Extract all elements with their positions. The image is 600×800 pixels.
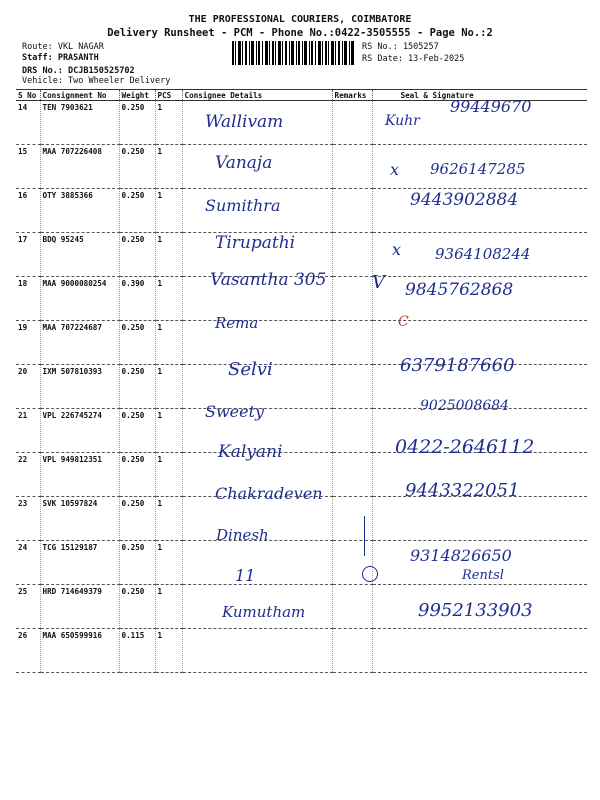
handwritten-consignee: Kalyani (218, 442, 283, 462)
handwritten-signature: 9845762868 (405, 280, 514, 300)
rs-number: RS No.: 1505257 (362, 42, 439, 52)
cell-sno: 20 (16, 365, 40, 409)
cell-signature (372, 629, 587, 673)
handwritten-consignee: Wallivam (205, 112, 284, 132)
cell-sno: 15 (16, 145, 40, 189)
cell-weight: 0.250 (119, 321, 155, 365)
handwritten-signature: 99449670 (450, 97, 532, 116)
cell-consignment: MAA 650599916 (40, 629, 119, 673)
cell-weight: 0.250 (119, 453, 155, 497)
cell-pcs: 1 (155, 145, 182, 189)
signature-scribble: x (392, 240, 402, 259)
document-subtitle: Delivery Runsheet - PCM - Phone No.:0422-3505555 - Page No.:2 (107, 27, 493, 39)
cell-consignment: TCG 15129187 (40, 541, 119, 585)
barcode (232, 41, 354, 65)
cell-weight: 0.250 (119, 409, 155, 453)
cell-consignment: TEN 7903621 (40, 101, 119, 145)
handwritten-consignee: Dinesh (216, 526, 269, 544)
handwritten-consignee: Sumithra (205, 196, 281, 215)
cell-consignment: IXM 507810393 (40, 365, 119, 409)
cell-sno: 25 (16, 585, 40, 629)
cell-remarks (332, 629, 372, 673)
table-row (16, 629, 587, 673)
handwritten-signature: 9443902884 (410, 190, 519, 210)
cell-pcs: 1 (155, 233, 182, 277)
cell-pcs: 1 (155, 541, 182, 585)
cell-pcs: 1 (155, 277, 182, 321)
handwritten-consignee: 11 (235, 566, 256, 585)
col-consignee: Consignee Details (182, 90, 332, 101)
cell-weight: 0.250 (119, 497, 155, 541)
handwritten-consignee: Vasantha 305 (210, 270, 327, 290)
handwritten-signature: 9314826650 (410, 546, 512, 565)
cell-remarks (332, 585, 372, 629)
document-title: THE PROFESSIONAL COURIERS, COIMBATORE (188, 14, 412, 25)
cell-sno: 17 (16, 233, 40, 277)
cell-consignee (182, 629, 332, 673)
remarks-mark (364, 516, 365, 556)
cell-signature (372, 497, 587, 541)
cell-consignment: OTY 3885366 (40, 189, 119, 233)
cell-sno: 23 (16, 497, 40, 541)
col-signature: Seal & Signature (372, 90, 587, 101)
col-weight: Weight (119, 90, 155, 101)
handwritten-consignee: Kumutham (222, 603, 306, 621)
cell-consignee (182, 541, 332, 585)
cell-weight: 0.250 (119, 101, 155, 145)
cell-remarks (332, 189, 372, 233)
vehicle-label: Vehicle: Two Wheeler Delivery (22, 76, 171, 86)
signature-scribble: V (372, 272, 385, 293)
cell-remarks (332, 453, 372, 497)
cell-weight: 0.250 (119, 585, 155, 629)
cell-consignment: BDQ 95245 (40, 233, 119, 277)
cell-weight: 0.250 (119, 189, 155, 233)
cell-sno: 16 (16, 189, 40, 233)
staff-label: Staff: PRASANTH (22, 53, 99, 63)
signature-mark: C (398, 314, 409, 330)
signature-scribble: Kuhr (385, 113, 420, 129)
col-remarks: Remarks (332, 90, 372, 101)
handwritten-consignee: Selvi (228, 359, 273, 380)
cell-remarks (332, 365, 372, 409)
cell-consignment: MAA 707224687 (40, 321, 119, 365)
col-pcs: PCS (155, 90, 182, 101)
cell-pcs: 1 (155, 189, 182, 233)
cell-pcs: 1 (155, 585, 182, 629)
cell-sno: 24 (16, 541, 40, 585)
cell-consignment: VPL 226745274 (40, 409, 119, 453)
handwritten-consignee: Vanaja (215, 153, 273, 173)
cell-sno: 21 (16, 409, 40, 453)
handwritten-consignee: Sweety (205, 402, 265, 421)
cell-remarks (332, 277, 372, 321)
cell-sno: 18 (16, 277, 40, 321)
cell-remarks (332, 233, 372, 277)
signature-scribble: x (390, 160, 400, 179)
col-consignment: Consignment No (40, 90, 119, 101)
col-sno: S No (16, 90, 40, 101)
cell-pcs: 1 (155, 321, 182, 365)
remarks-circle-mark (362, 566, 378, 582)
cell-sno: 19 (16, 321, 40, 365)
cell-weight: 0.250 (119, 145, 155, 189)
cell-remarks (332, 497, 372, 541)
handwritten-signature: 9364108244 (435, 245, 531, 263)
handwritten-signature: 9025008684 (420, 398, 510, 414)
rs-date: RS Date: 13-Feb-2025 (362, 54, 465, 64)
cell-weight: 0.390 (119, 277, 155, 321)
cell-sno: 26 (16, 629, 40, 673)
handwritten-signature: 9443322051 (405, 480, 520, 501)
cell-remarks (332, 145, 372, 189)
cell-sno: 14 (16, 101, 40, 145)
handwritten-signature: 9626147285 (430, 160, 526, 178)
cell-pcs: 1 (155, 453, 182, 497)
cell-consignment: VPL 949812351 (40, 453, 119, 497)
cell-pcs: 1 (155, 365, 182, 409)
cell-pcs: 1 (155, 497, 182, 541)
cell-weight: 0.115 (119, 629, 155, 673)
cell-pcs: 1 (155, 101, 182, 145)
cell-sno: 22 (16, 453, 40, 497)
handwritten-consignee: Chakradeven (215, 484, 323, 503)
cell-weight: 0.250 (119, 365, 155, 409)
handwritten-signature: 0422-2646112 (395, 436, 535, 458)
cell-consignment: HRD 714649379 (40, 585, 119, 629)
cell-consignment: MAA 9000080254 (40, 277, 119, 321)
cell-pcs: 1 (155, 629, 182, 673)
handwritten-signature: 9952133903 (418, 600, 533, 621)
table-row (16, 497, 587, 541)
cell-consignment: SVK 10597824 (40, 497, 119, 541)
cell-consignment: MAA 707226408 (40, 145, 119, 189)
cell-remarks (332, 409, 372, 453)
handwritten-signature: 6379187660 (400, 355, 515, 376)
handwritten-consignee: Tirupathi (215, 233, 296, 253)
cell-weight: 0.250 (119, 233, 155, 277)
drs-number: DRS No.: DCJB150525702 (22, 66, 135, 76)
signature-scribble: Rentsl (462, 568, 504, 583)
handwritten-consignee: Rema (215, 314, 259, 332)
cell-pcs: 1 (155, 409, 182, 453)
cell-remarks (332, 101, 372, 145)
route-label: Route: VKL NAGAR (22, 42, 104, 52)
cell-remarks (332, 321, 372, 365)
cell-weight: 0.250 (119, 541, 155, 585)
